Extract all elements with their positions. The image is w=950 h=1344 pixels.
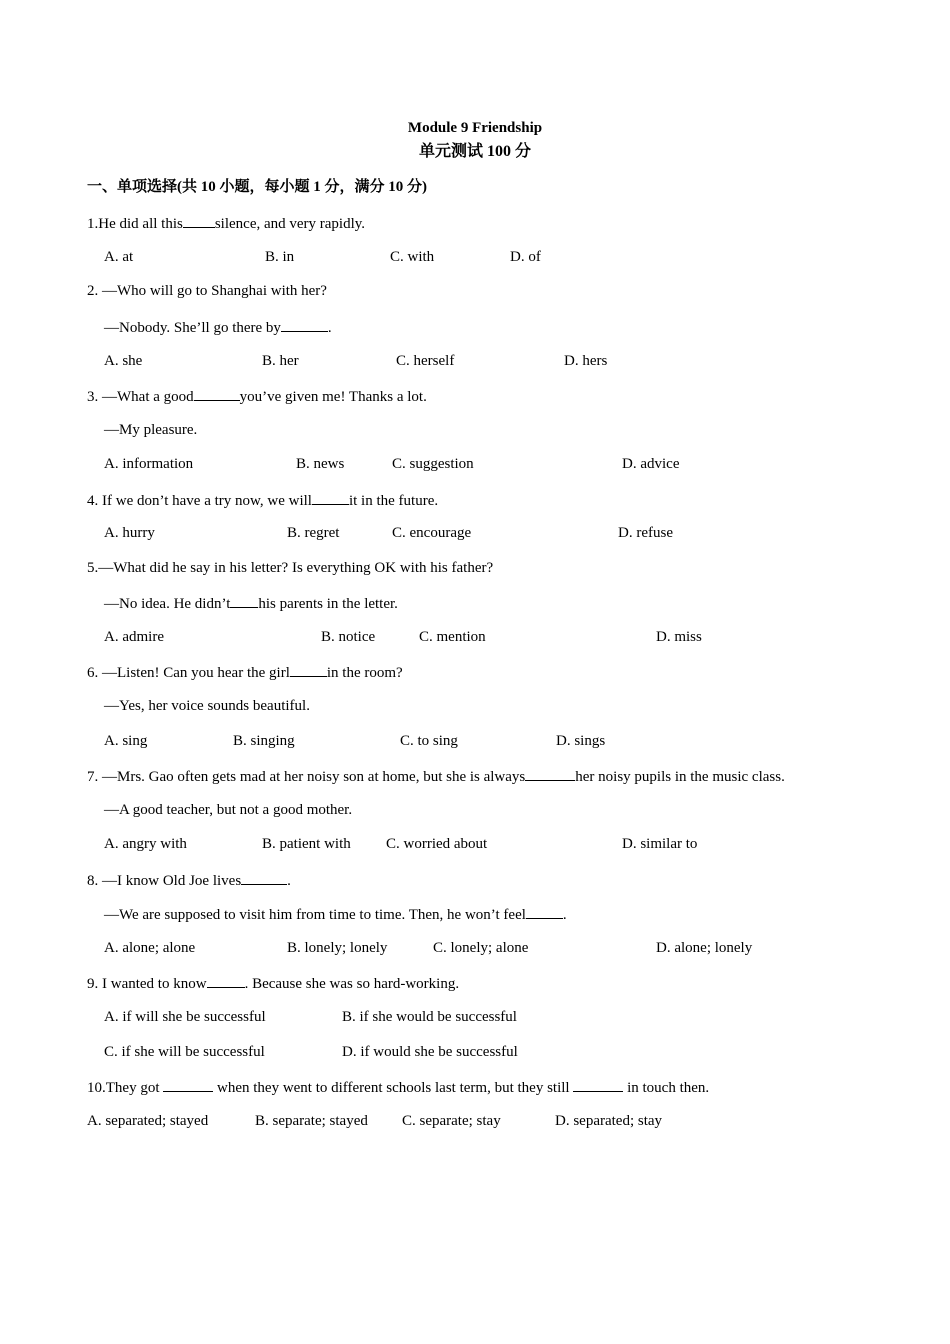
question-10-option-b: B. separate; stayed	[255, 1113, 368, 1129]
question-3-reply: —My pleasure.	[104, 422, 198, 438]
stem-text: when they went to different schools last term, but they still	[213, 1080, 574, 1096]
question-10-option-c: C. separate; stay	[402, 1113, 501, 1129]
question-8-option-a: A. alone; alone	[104, 940, 196, 956]
stem-text: 6. —Listen! Can you hear the girl	[87, 665, 290, 681]
question-7-option-c: C. worried about	[386, 836, 488, 852]
question-10-stem	[87, 1076, 709, 1098]
question-9-option-d: D. if would she be successful	[342, 1044, 518, 1060]
question-8-option-c: C. lonely; alone	[433, 940, 529, 956]
question-3-option-c: C. suggestion	[392, 456, 474, 472]
question-7-stem	[87, 765, 785, 787]
stem-text: in touch then.	[623, 1080, 710, 1096]
question-5-option-c: C. mention	[419, 629, 486, 645]
question-5-reply	[104, 592, 398, 614]
stem-text: . Because she was so hard-working.	[244, 976, 460, 992]
question-2-stem: 2. —Who will go to Shanghai with her?	[87, 283, 327, 299]
question-2-option-c: C. herself	[396, 353, 455, 369]
stem-text: 9. I wanted to know	[87, 976, 207, 992]
reply-text: —Nobody. She’ll go there by	[104, 320, 281, 336]
reply-text: .	[562, 907, 567, 923]
stem-text: 1.He did all this	[87, 216, 183, 232]
question-1-option-a: A. at	[104, 249, 134, 265]
question-8-option-b: B. lonely; lonely	[287, 940, 388, 956]
question-4-option-d: D. refuse	[618, 525, 673, 541]
stem-text: it in the future.	[348, 493, 439, 509]
question-2-option-a: A. she	[104, 353, 143, 369]
question-2-option-d: D. hers	[564, 353, 608, 369]
question-6-option-c: C. to sing	[400, 733, 458, 749]
question-1-stem	[87, 212, 365, 234]
answer-blank	[207, 972, 245, 988]
question-2-reply	[104, 316, 332, 338]
question-4-option-a: A. hurry	[104, 525, 155, 541]
reply-text: —No idea. He didn’t	[104, 596, 231, 612]
answer-blank	[241, 869, 287, 885]
question-7-option-a: A. angry with	[104, 836, 187, 852]
stem-text: you’ve given me! Thanks a lot.	[239, 389, 427, 405]
question-8-option-d: D. alone; lonely	[656, 940, 753, 956]
section-heading: 一、单项选择(共 10 小题，每小题 1 分，满分 10 分)	[87, 179, 427, 195]
question-6-option-d: D. sings	[556, 733, 606, 749]
question-5-option-a: A. admire	[104, 629, 164, 645]
stem-text: .	[287, 873, 291, 889]
question-8-stem	[87, 869, 291, 891]
stem-text: in the room?	[326, 665, 403, 681]
question-5-option-b: B. notice	[321, 629, 376, 645]
stem-text: 3. —What a good	[87, 389, 194, 405]
question-7-option-b: B. patient with	[262, 836, 351, 852]
stem-text: her noisy pupils in the music class.	[575, 769, 785, 785]
reply-text: his parents in the letter.	[258, 596, 398, 612]
question-1-option-c: C. with	[390, 249, 435, 265]
answer-blank	[526, 903, 563, 919]
stem-text: silence, and very rapidly.	[214, 216, 366, 232]
question-3-option-b: B. news	[296, 456, 345, 472]
question-3-option-d: D. advice	[622, 456, 680, 472]
question-4-stem	[87, 489, 438, 511]
question-3-stem	[87, 385, 427, 407]
question-2-option-b: B. her	[262, 353, 299, 369]
question-10-option-d: D. separated; stay	[555, 1113, 663, 1129]
question-6-option-a: A. sing	[104, 733, 148, 749]
answer-blank	[194, 385, 240, 401]
question-9-option-b: B. if she would be successful	[342, 1009, 517, 1025]
question-7-reply: —A good teacher, but not a good mother.	[104, 802, 353, 818]
question-1-option-b: B. in	[265, 249, 295, 265]
question-6-reply: —Yes, her voice sounds beautiful.	[104, 698, 310, 714]
answer-blank	[312, 489, 349, 505]
stem-text: 8. —I know Old Joe lives	[87, 873, 242, 889]
stem-text: 7. —Mrs. Gao often gets mad at her noisy son at home, but she is always	[87, 769, 526, 785]
question-9-option-c: C. if she will be successful	[104, 1044, 265, 1060]
question-9-stem	[87, 972, 459, 994]
question-4-option-b: B. regret	[287, 525, 340, 541]
page-title: Module 9 Friendship	[407, 120, 543, 136]
reply-text: —We are supposed to visit him from time to time. Then, he won’t feel	[104, 907, 526, 923]
question-5-stem: 5.—What did he say in his letter? Is everything OK with his father?	[87, 560, 494, 576]
answer-blank	[290, 661, 327, 677]
answer-blank	[281, 316, 328, 332]
question-4-option-c: C. encourage	[392, 525, 472, 541]
stem-text: 4. If we don’t have a try now, we will	[87, 493, 312, 509]
question-7-option-d: D. similar to	[622, 836, 698, 852]
page-subtitle: 单元测试 100 分	[418, 143, 531, 160]
answer-blank	[525, 765, 575, 781]
question-9-option-a: A. if will she be successful	[104, 1009, 266, 1025]
answer-blank	[163, 1076, 213, 1092]
reply-text: .	[327, 320, 332, 336]
question-6-stem	[87, 661, 403, 683]
question-1-option-d: D. of	[510, 249, 541, 265]
question-6-option-b: B. singing	[233, 733, 295, 749]
stem-text: 10.They got	[87, 1080, 164, 1096]
question-5-option-d: D. miss	[656, 629, 702, 645]
question-3-option-a: A. information	[104, 456, 194, 472]
answer-blank	[183, 212, 215, 228]
question-8-reply	[104, 903, 567, 925]
answer-blank	[230, 592, 258, 608]
question-10-option-a: A. separated; stayed	[87, 1113, 209, 1129]
answer-blank	[573, 1076, 623, 1092]
